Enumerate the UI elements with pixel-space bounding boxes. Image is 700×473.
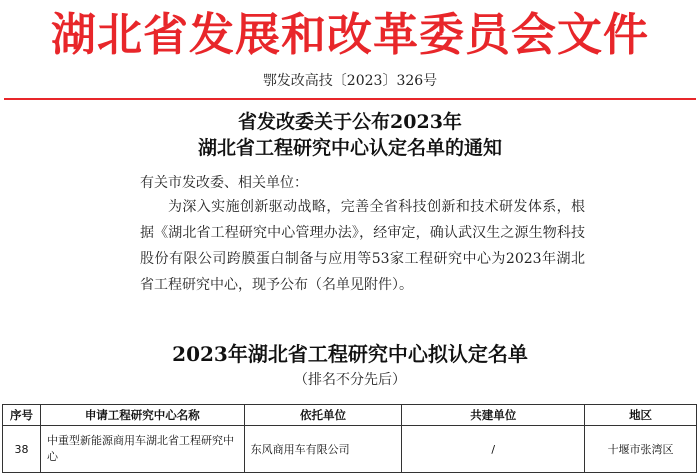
notice-body: 为深入实施创新驱动战略，完善全省科技创新和技术研发体系，根据《湖北省工程研究中心管理办法》，经审定，确认武汉生之源生物科技股份有限公司跨膜蛋白制备与应用等53家工程研究中心为2023年湖北省工程研究中心，现予公布（名单见附件）。 (140, 199, 585, 293)
notice-title-line2: 湖北省工程研究中心认定名单的通知 (197, 137, 502, 159)
document-number: 鄂发改高技〔2023〕326号 (262, 73, 438, 89)
table-header-row (3, 405, 697, 426)
row-co-builder: / (402, 426, 585, 473)
col-co-builder-header: 共建单位 (402, 405, 585, 426)
table-row (3, 426, 697, 473)
row-index: 38 (3, 426, 41, 473)
col-index-header: 序号 (3, 405, 41, 426)
col-supporting-unit-header: 依托单位 (244, 405, 402, 426)
col-region-header: 地区 (585, 405, 697, 426)
list-subtitle: （排名不分先后） (294, 372, 406, 388)
row-supporting-unit: 东风商用车有限公司 (244, 426, 402, 473)
red-divider (4, 98, 696, 100)
row-center-name: 中重型新能源商用车湖北省工程研究中心 (40, 426, 244, 473)
list-title: 2023年湖北省工程研究中心拟认定名单 (172, 342, 528, 366)
salutation: 有关市发改委、相关单位： (140, 175, 308, 191)
row-region: 十堰市张湾区 (585, 426, 697, 473)
center-list-table (2, 404, 697, 473)
document-masthead: 湖北省发展和改革委员会文件 (50, 8, 649, 61)
notice-title-line1: 省发改委关于公布2023年 (238, 111, 462, 133)
col-center-name-header: 申请工程研究中心名称 (40, 405, 244, 426)
